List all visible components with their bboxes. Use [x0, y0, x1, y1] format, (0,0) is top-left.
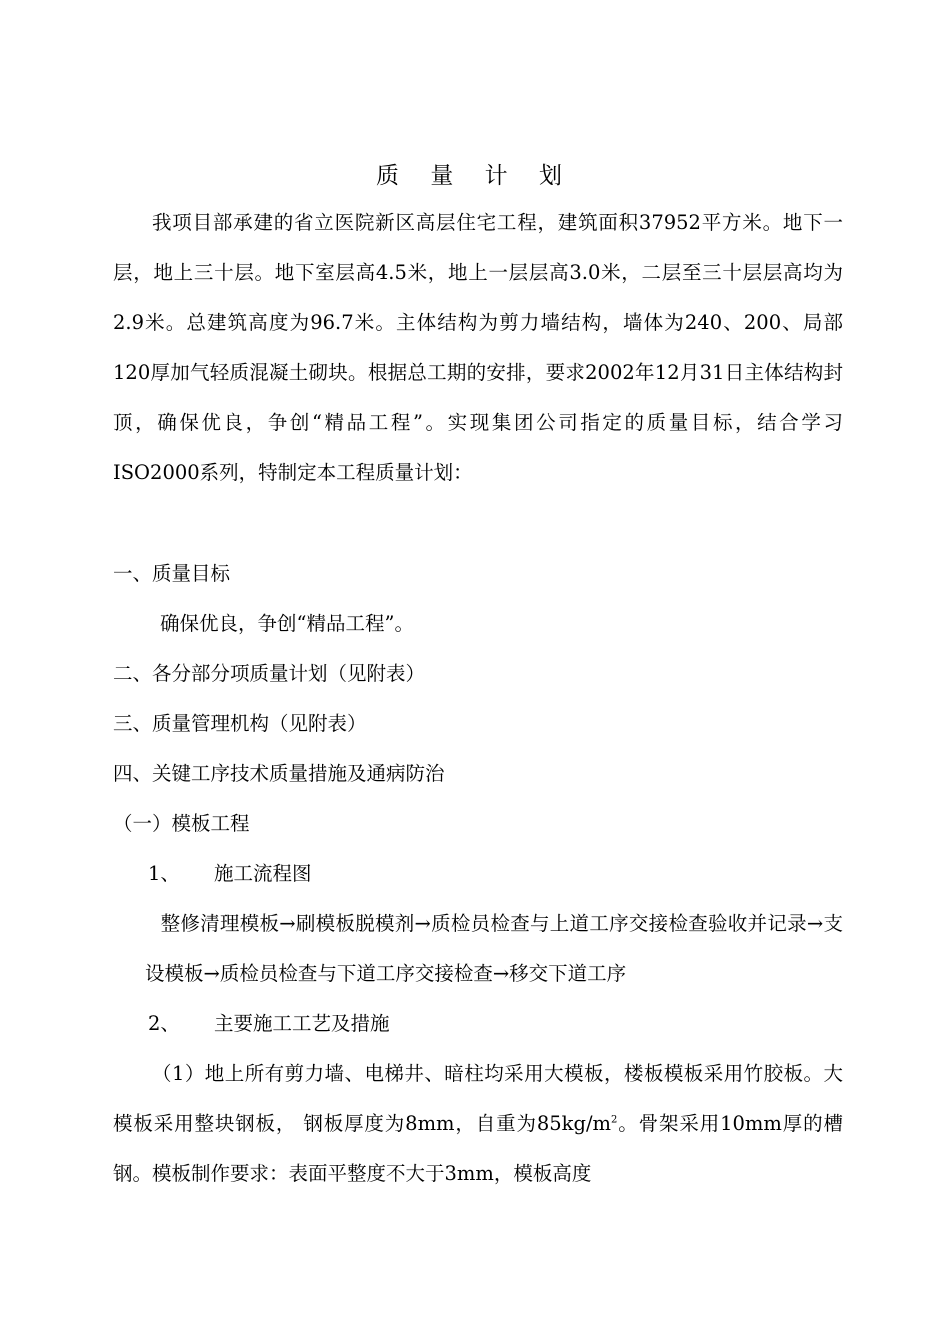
- subsection-heading-formwork: （一）模板工程: [113, 812, 250, 835]
- quality-goal-text: 确保优良，争创“精品工程”。: [160, 612, 414, 635]
- list-item-number: 1、: [148, 862, 180, 885]
- superscript-exponent: 2: [611, 1114, 618, 1126]
- formwork-text-part2: 。骨架采用10mm厚的槽钢。模板制作要求：表面平整度不大于3mm，模板高度: [113, 1112, 843, 1185]
- section-heading-key-processes: 四、关键工序技术质量措施及通病防治: [113, 762, 445, 785]
- flow-description: 整修清理模板→刷模板脱模剂→质检员检查与上道工序交接检查验收并记录→支设模板→质检员检查与下道工序交接检查→移交下道工序: [145, 912, 843, 985]
- list-item-number: 2、: [148, 1012, 180, 1035]
- list-item-label: 施工流程图: [214, 862, 312, 885]
- intro-paragraph: 我项目部承建的省立医院新区高层住宅工程，建筑面积37952平方米。地下一层，地上三十层。地下室层高4.5米，地上一层层高3.0米，二层至三十层层高均为2.9米。总建筑高度为96.7米。主体结构为剪力墙结构，墙体为240、200、局部120厚加气轻质混凝土砌块。根据总工期的安排，要求2002年12月31日主体结构封顶，确保优良，争创“精品工程”。实现集团公司指定的质量目标，结合学习ISO2000系列，特制定本工程质量计划：: [113, 211, 843, 484]
- section-heading-quality-goal: 一、质量目标: [113, 562, 231, 585]
- list-item-main-process: [148, 999, 390, 1049]
- section-heading-quality-organization: 三、质量管理机构（见附表）: [113, 712, 367, 735]
- list-item-label: 主要施工工艺及措施: [214, 1012, 390, 1035]
- formwork-paragraph: [113, 1049, 843, 1199]
- list-item-flowchart: [148, 849, 312, 899]
- formwork-text-part1: （1）地上所有剪力墙、电梯井、暗柱均采用大模板，楼板模板采用竹胶板。大模板采用整块钢板， 钢板厚度为8mm，自重为85kg/m: [113, 1062, 843, 1135]
- page-title: 质 量 计 划: [376, 163, 574, 189]
- section-heading-quality-plan: 二、各分部分项质量计划（见附表）: [113, 662, 426, 685]
